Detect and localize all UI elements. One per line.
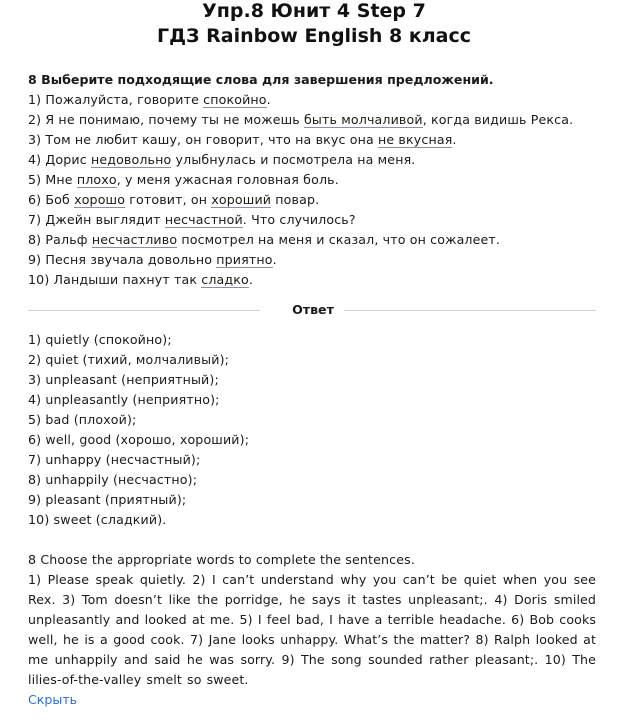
answer-label: Ответ [292, 302, 334, 317]
sentence-text: , когда видишь Рекса. [422, 112, 574, 127]
sentence-text: повар. [271, 192, 320, 207]
sentence-text: 8) Ральф [28, 232, 92, 247]
answer-word: приятно [216, 252, 273, 267]
answer-word: несчастливо [91, 232, 178, 247]
task-heading: 8 Выберите подходящие слова для завершения предложений. [28, 72, 494, 87]
answer-divider [28, 300, 596, 320]
sentence-text: 3) Том не любит кашу, он говорит, что на вкус она [28, 132, 378, 147]
task-sentence [28, 130, 603, 150]
sentence-text: , у меня ужасная головная боль. [116, 172, 339, 187]
answer-item: 9) pleasant (приятный); [28, 492, 187, 507]
answer-item: 1) quietly (спокойно); [28, 332, 172, 347]
sentence-text: 6) Боб [28, 192, 75, 207]
sentence-text: 5) Мне [28, 172, 77, 187]
divider-line-left [28, 310, 260, 311]
task-sentence [28, 190, 603, 210]
answer-item: 5) bad (плохой); [28, 412, 137, 427]
translation-section [28, 550, 596, 690]
page-subtitle: ГДЗ Rainbow English 8 класс [156, 25, 472, 47]
task-sentence [28, 210, 603, 230]
answer-word: недовольно [90, 152, 172, 167]
sentence-text: готовит, он [125, 192, 212, 207]
sentence-text: посмотрел на меня и сказал, что он сожалеет. [177, 232, 501, 247]
task-section [28, 70, 603, 290]
task-sentence [28, 150, 603, 170]
answer-item: 6) well, good (хорошо, хороший); [28, 432, 250, 447]
answer-word: несчастной [164, 212, 243, 227]
sentence-text: 2) Я не понимаю, почему ты не можешь [28, 112, 305, 127]
answer-word: хорошо [74, 192, 126, 207]
sentence-text: . [248, 272, 254, 287]
page-title: Упр.8 Юнит 4 Step 7 [202, 0, 426, 22]
sentence-text: улыбнулась и посмотрела на меня. [171, 152, 416, 167]
sentence-text: 4) Дорис [28, 152, 91, 167]
sentence-text: 1) Пожалуйста, говорите [28, 92, 204, 107]
sentence-text: . Что случилось? [242, 212, 356, 227]
answer-item: 3) unpleasant (неприятный); [28, 372, 219, 387]
sentence-text: 9) Песня звучала довольно [28, 252, 217, 267]
task-sentence [28, 250, 603, 270]
answer-word: сладко [201, 272, 249, 287]
sentence-text: . [272, 252, 277, 267]
divider-line-right [344, 310, 596, 311]
answer-word: не вкусная [378, 132, 453, 147]
translation-heading: 8 Choose the appropriate words to complete the sentences. [28, 552, 415, 567]
task-sentence [28, 230, 603, 250]
answer-list [28, 330, 603, 530]
answer-word: спокойно [203, 92, 267, 107]
sentence-text: 7) Джейн выглядит [28, 212, 165, 227]
answer-word: плохо [76, 172, 117, 187]
answer-item: 2) quiet (тихий, молчаливый); [28, 352, 230, 367]
sentence-text: . [266, 92, 271, 107]
task-sentence [28, 110, 603, 130]
sentence-text: 10) Ландыши пахнут так [28, 272, 202, 287]
answer-item: 10) sweet (сладкий). [28, 512, 167, 527]
answer-word: хороший [211, 192, 272, 207]
sentence-text: . [452, 132, 457, 147]
task-sentence [28, 270, 603, 290]
answer-word: быть молчаливой [304, 112, 423, 127]
translation-paragraph: 1) Please speak quietly. 2) I can’t understand why you can’t be quiet when you see Rex. 3) Tom doesn’t like the porridge, he says it tastes unpleasant;. 4) Doris smiled unpleasantly and looked at me. 5) I feel bad, I have a terrible headache. 6) Bob cooks well, he is a good cook. 7) Jane looks unhappy. What’s the matter? 8) Ralph looked at me unhappily and said he was sorry. 9) The song sounded rather pleasant;. 10) The lilies-of-the-valley smelt so sweet. [28, 572, 596, 687]
task-sentence [28, 90, 603, 110]
answer-item: 8) unhappily (несчастно); [28, 472, 198, 487]
task-sentence [28, 170, 603, 190]
sentence-list [28, 90, 603, 290]
answer-item: 7) unhappy (несчастный); [28, 452, 201, 467]
answer-item: 4) unpleasantly (неприятно); [28, 392, 220, 407]
hide-link[interactable]: Скрыть [28, 692, 78, 707]
